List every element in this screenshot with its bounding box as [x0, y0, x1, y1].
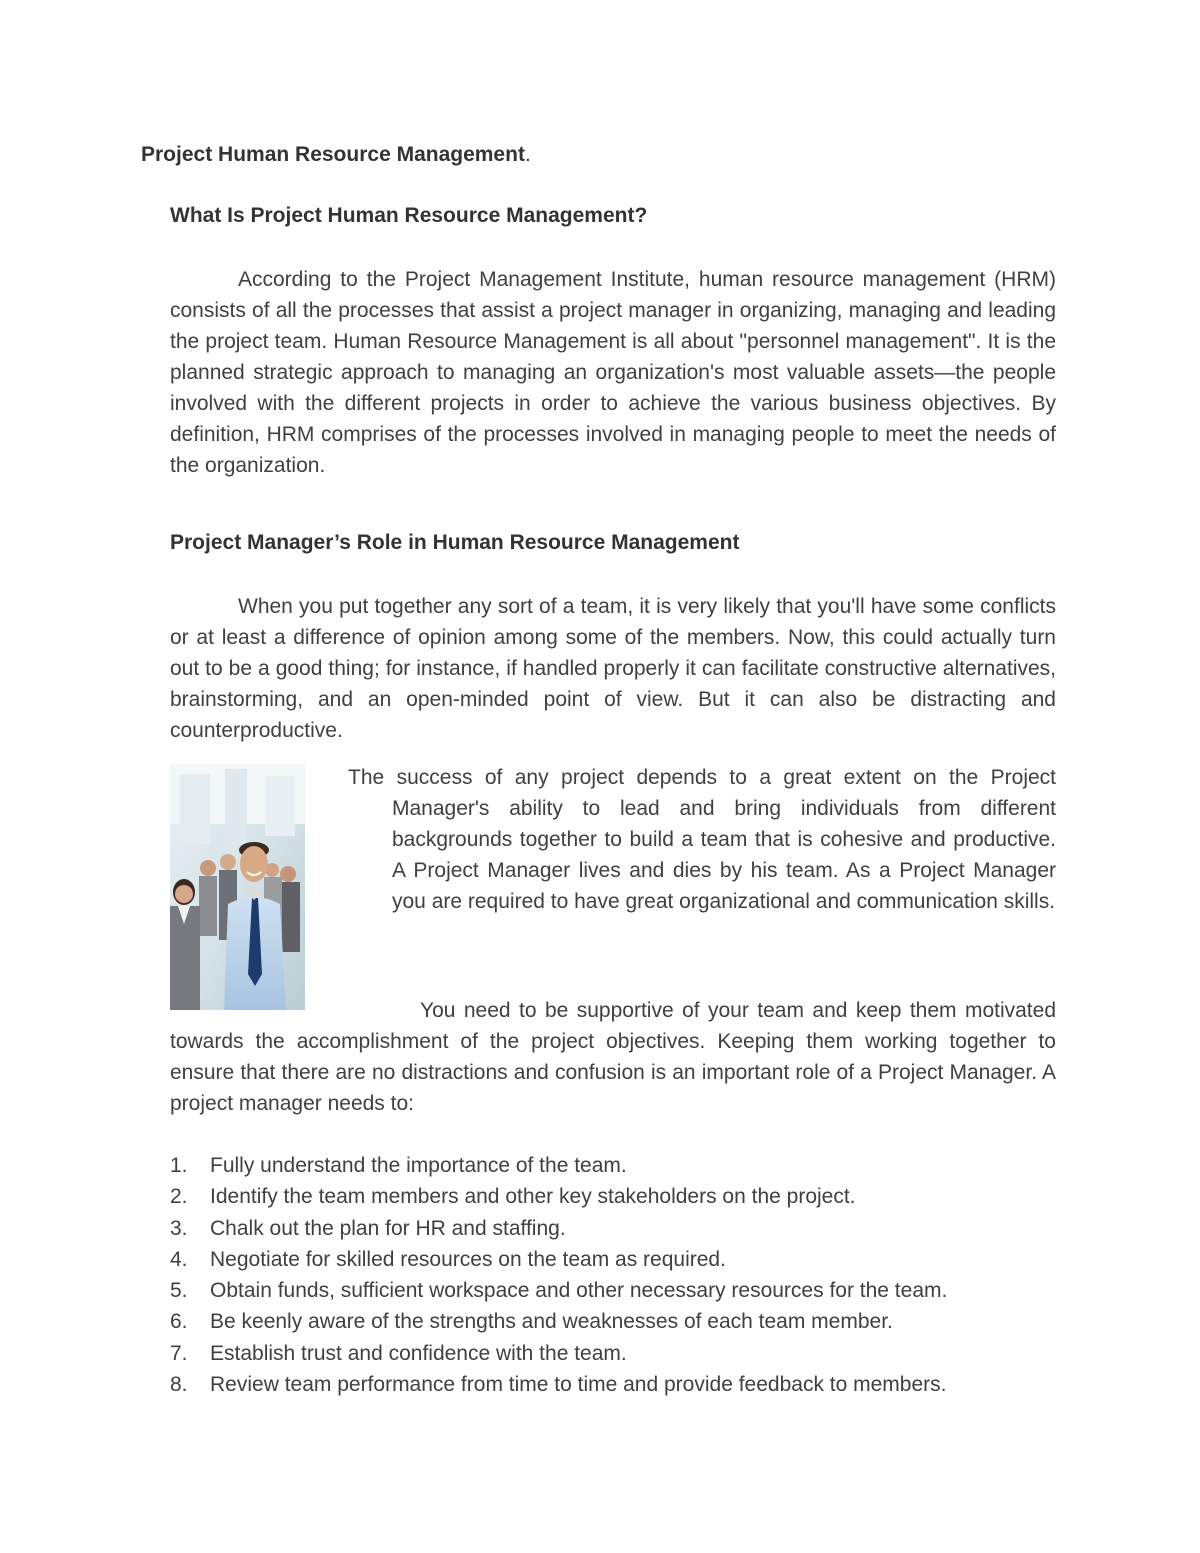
document-title-punct: .	[524, 143, 531, 166]
list-item	[170, 1181, 1070, 1212]
list-item-text: Identify the team members and other key stakeholders on the project.	[210, 1185, 856, 1209]
list-item	[170, 1369, 1070, 1400]
list-item-number: 3.	[170, 1216, 188, 1240]
list-item	[170, 1275, 1070, 1306]
list-item-text: Be keenly aware of the strengths and weaknesses of each team member.	[210, 1310, 893, 1334]
document-title	[141, 143, 531, 167]
paragraph-supportive-team: You need to be supportive of your team and keep them motivated towards the accomplishment of the project objectives. Keeping them working together to ensure that there are no distractions and confusion is an important role of a Project Manager. A project manager needs to:	[170, 999, 1056, 1115]
list-item-number: 1.	[170, 1154, 188, 1177]
list-item-text: Establish trust and confidence with the team.	[210, 1341, 627, 1365]
paragraph-project-success: The success of any project depends to a great extent on the Project Manager's ability to lead and bring individuals from different backgrounds together to build a team that is cohesive and productive. A Project Manager lives and dies by his team. As a Project Manager you are required to have great organizational and communication skills.	[348, 766, 1056, 913]
list-item-number: 4.	[170, 1247, 188, 1271]
business-team-photo	[170, 764, 305, 1010]
list-item-number: 8.	[170, 1373, 188, 1397]
section-heading-pm-role: Project Manager’s Role in Human Resource Management	[170, 531, 740, 554]
list-item	[170, 1150, 1070, 1181]
list-item-number: 7.	[170, 1341, 188, 1365]
list-item-text: Obtain funds, sufficient workspace and other necessary resources for the team.	[210, 1279, 948, 1303]
list-item-text: Review team performance from time to time and provide feedback to members.	[210, 1373, 947, 1397]
pm-responsibilities-list	[170, 1150, 1070, 1400]
list-item-number: 2.	[170, 1185, 188, 1209]
list-item-number: 6.	[170, 1310, 188, 1334]
section-heading-what-is-hrm: What Is Project Human Resource Management?	[170, 204, 648, 227]
list-item	[170, 1213, 1070, 1244]
list-item-number: 5.	[170, 1279, 188, 1303]
document-title-text: Project Human Resource Management	[141, 143, 525, 166]
list-item-text: Negotiate for skilled resources on the team as required.	[210, 1247, 726, 1271]
paragraph-team-conflicts: When you put together any sort of a team, it is very likely that you'll have some conflicts or at least a difference of opinion among some of the members. Now, this could actually turn out to be a good thing; for instance, if handled properly it can facilitate constructive alternatives, brainstorming, and an open-minded point of view. But it can also be distracting and counterproductive.	[170, 595, 1056, 742]
list-item	[170, 1244, 1070, 1275]
list-item-text: Chalk out the plan for HR and staffing.	[210, 1216, 566, 1240]
list-item-text: Fully understand the importance of the team.	[210, 1154, 627, 1177]
list-item	[170, 1338, 1070, 1369]
paragraph-hrm-definition: According to the Project Management Institute, human resource management (HRM) consists of all the processes that assist a project manager in organizing, managing and leading the project team. Human Resource Management is all about "personnel management". It is the planned strategic approach to managing an organization's most valuable assets—the people involved with the different projects in order to achieve the various business objectives. By definition, HRM comprises of the processes involved in managing people to meet the needs of the organization.	[170, 268, 1056, 477]
list-item	[170, 1306, 1070, 1337]
